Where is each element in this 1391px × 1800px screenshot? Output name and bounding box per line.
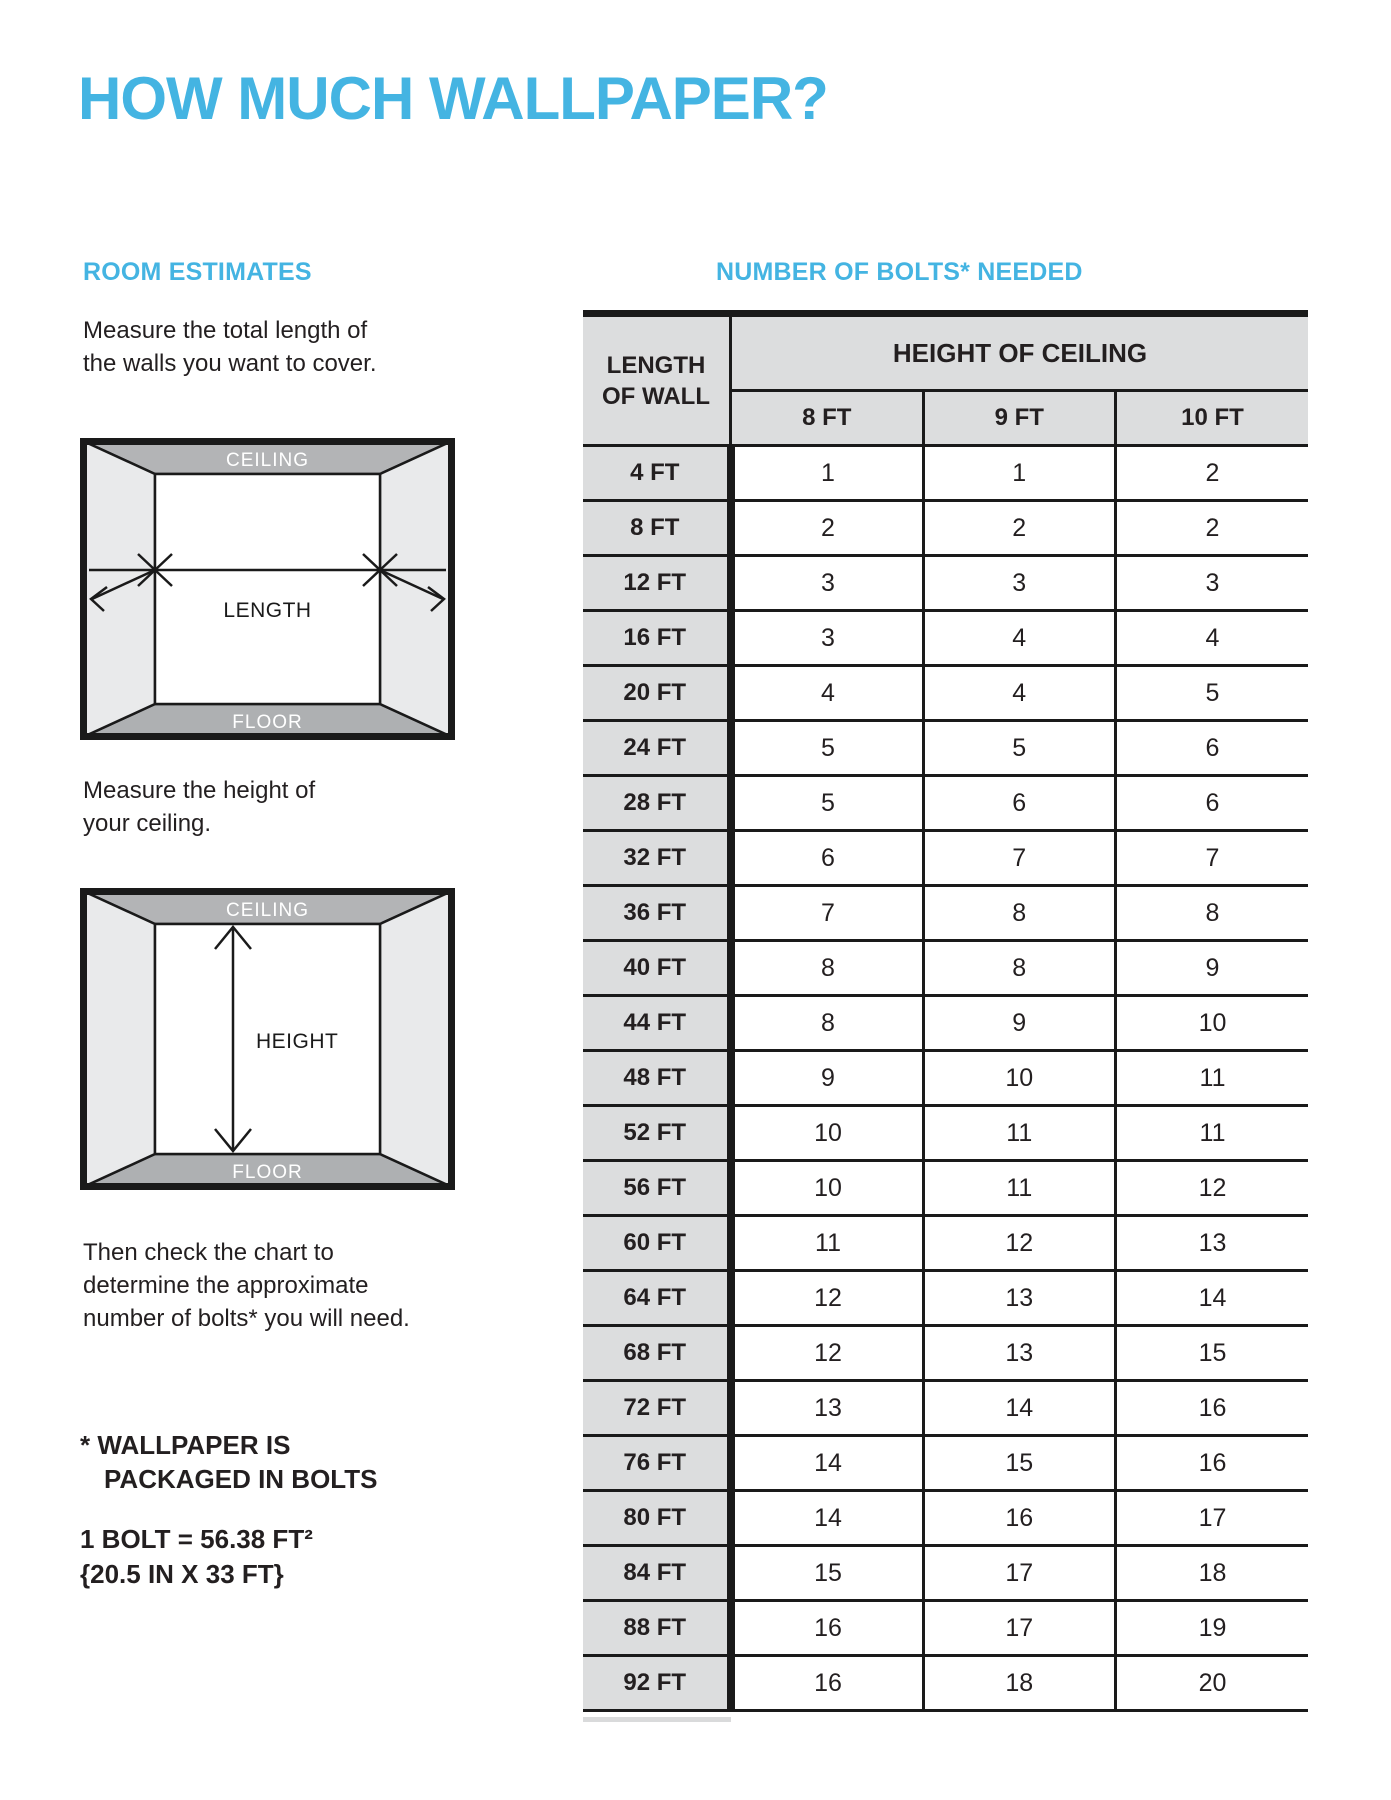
- wall-length-cell: 92 FT: [583, 1656, 731, 1711]
- bolts-value-cell: 13: [923, 1271, 1116, 1326]
- table-row: [583, 1051, 1308, 1106]
- bolts-value-cell: 1: [731, 446, 924, 501]
- table-row: [583, 1326, 1308, 1381]
- bolts-value-cell: 15: [731, 1546, 924, 1601]
- wall-length-cell: 52 FT: [583, 1106, 731, 1161]
- table-row: [583, 886, 1308, 941]
- bolts-value-cell: 12: [731, 1326, 924, 1381]
- table-row: [583, 1381, 1308, 1436]
- bolts-value-cell: 13: [731, 1381, 924, 1436]
- bolts-value-cell: 16: [731, 1656, 924, 1711]
- text-line: OF WALL: [602, 382, 710, 410]
- table-row: [583, 1656, 1308, 1711]
- instruction-step-height: [83, 774, 315, 840]
- left-wall-face: [83, 441, 155, 737]
- height-of-ceiling-header: HEIGHT OF CEILING: [731, 314, 1309, 391]
- bolts-table-container: [583, 310, 1308, 1712]
- bolts-value-cell: 11: [923, 1106, 1116, 1161]
- bolts-value-cell: 15: [1116, 1326, 1309, 1381]
- bolts-value-cell: 6: [1116, 776, 1309, 831]
- instruction-step-length: [83, 314, 376, 380]
- bolts-value-cell: 13: [1116, 1216, 1309, 1271]
- wall-length-cell: 32 FT: [583, 831, 731, 886]
- wall-length-cell: 56 FT: [583, 1161, 731, 1216]
- text-line: the walls you want to cover.: [83, 350, 377, 377]
- bolts-value-cell: 1: [923, 446, 1116, 501]
- text-line: 1 BOLT = 56.38 FT²: [80, 1524, 313, 1554]
- bolts-value-cell: 7: [923, 831, 1116, 886]
- bolts-value-cell: 11: [731, 1216, 924, 1271]
- bolts-value-cell: 12: [923, 1216, 1116, 1271]
- right-wall-face: [380, 891, 452, 1187]
- wall-length-cell: 44 FT: [583, 996, 731, 1051]
- wall-length-cell: 36 FT: [583, 886, 731, 941]
- bolts-value-cell: 17: [1116, 1491, 1309, 1546]
- bolts-value-cell: 19: [1116, 1601, 1309, 1656]
- wall-length-cell: 12 FT: [583, 556, 731, 611]
- room-estimates-heading: ROOM ESTIMATES: [83, 258, 312, 286]
- bolts-value-cell: 2: [1116, 501, 1309, 556]
- table-row: [583, 1436, 1308, 1491]
- bolts-value-cell: 7: [1116, 831, 1309, 886]
- table-bottom-shadow: [583, 1717, 731, 1722]
- length-of-wall-header: [583, 314, 731, 446]
- wall-length-cell: 28 FT: [583, 776, 731, 831]
- wall-length-cell: 76 FT: [583, 1436, 731, 1491]
- text-line: {20.5 IN X 33 FT}: [80, 1559, 284, 1589]
- bolts-value-cell: 8: [923, 941, 1116, 996]
- bolts-value-cell: 14: [731, 1436, 924, 1491]
- floor-label: FLOOR: [232, 712, 303, 733]
- ceiling-9ft-header: 9 FT: [923, 391, 1116, 446]
- bolts-value-cell: 10: [923, 1051, 1116, 1106]
- bolts-value-cell: 16: [923, 1491, 1116, 1546]
- text-line: LENGTH: [606, 351, 706, 379]
- bolts-value-cell: 9: [923, 996, 1116, 1051]
- room-length-diagram: [80, 438, 455, 740]
- text-line: Measure the total length of: [83, 317, 368, 344]
- table-row: [583, 611, 1308, 666]
- ceiling-label: CEILING: [225, 900, 310, 921]
- bolt-size-info: [80, 1522, 313, 1592]
- bolts-value-cell: 10: [1116, 996, 1309, 1051]
- right-wall-face: [380, 441, 452, 737]
- bolts-value-cell: 4: [923, 666, 1116, 721]
- bolts-value-cell: 2: [923, 501, 1116, 556]
- bolts-value-cell: 4: [731, 666, 924, 721]
- bolts-value-cell: 11: [1116, 1051, 1309, 1106]
- table-row: [583, 501, 1308, 556]
- wall-length-cell: 8 FT: [583, 501, 731, 556]
- bolts-value-cell: 2: [731, 501, 924, 556]
- left-wall-face: [83, 891, 155, 1187]
- table-row: [583, 1106, 1308, 1161]
- text-line: Then check the chart to: [83, 1239, 334, 1266]
- bolts-value-cell: 17: [923, 1546, 1116, 1601]
- bolts-value-cell: 2: [1116, 446, 1309, 501]
- table-row: [583, 996, 1308, 1051]
- table-row: [583, 776, 1308, 831]
- text-line: number of bolts* you will need.: [83, 1305, 410, 1332]
- height-label: HEIGHT: [256, 1030, 339, 1053]
- ceiling-label: CEILING: [225, 450, 310, 471]
- wall-length-cell: 64 FT: [583, 1271, 731, 1326]
- bolts-value-cell: 8: [923, 886, 1116, 941]
- instruction-step-chart: [83, 1236, 410, 1335]
- text-line: Measure the height of: [83, 777, 316, 804]
- bolts-value-cell: 12: [731, 1271, 924, 1326]
- bolts-value-cell: 3: [731, 611, 924, 666]
- bolts-value-cell: 10: [731, 1106, 924, 1161]
- bolts-value-cell: 6: [731, 831, 924, 886]
- bolts-needed-heading: NUMBER OF BOLTS* NEEDED: [716, 258, 1083, 286]
- table-row: [583, 1601, 1308, 1656]
- room-height-diagram: [80, 888, 455, 1190]
- bolts-value-cell: 9: [731, 1051, 924, 1106]
- wall-length-cell: 48 FT: [583, 1051, 731, 1106]
- wall-length-cell: 88 FT: [583, 1601, 731, 1656]
- bolts-value-cell: 4: [1116, 611, 1309, 666]
- table-row: [583, 446, 1308, 501]
- bolts-value-cell: 8: [731, 941, 924, 996]
- text-line: * WALLPAPER IS: [80, 1430, 291, 1460]
- bolts-value-cell: 16: [1116, 1381, 1309, 1436]
- bolts-value-cell: 14: [1116, 1271, 1309, 1326]
- bolts-value-cell: 9: [1116, 941, 1309, 996]
- table-row: [583, 1546, 1308, 1601]
- table-row: [583, 1271, 1308, 1326]
- wall-length-cell: 72 FT: [583, 1381, 731, 1436]
- bolts-value-cell: 5: [731, 721, 924, 776]
- table-row: [583, 1216, 1308, 1271]
- table-row: [583, 941, 1308, 996]
- bolts-value-cell: 11: [1116, 1106, 1309, 1161]
- bolts-value-cell: 15: [923, 1436, 1116, 1491]
- bolts-value-cell: 3: [1116, 556, 1309, 611]
- ceiling-8ft-header: 8 FT: [731, 391, 924, 446]
- wall-length-cell: 84 FT: [583, 1546, 731, 1601]
- wall-length-cell: 40 FT: [583, 941, 731, 996]
- length-label: LENGTH: [223, 599, 312, 622]
- bolts-value-cell: 18: [923, 1656, 1116, 1711]
- ceiling-10ft-header: 10 FT: [1116, 391, 1309, 446]
- table-row: [583, 1161, 1308, 1216]
- bolts-value-cell: 10: [731, 1161, 924, 1216]
- bolts-value-cell: 5: [923, 721, 1116, 776]
- text-line: your ceiling.: [83, 810, 212, 837]
- wall-length-cell: 80 FT: [583, 1491, 731, 1546]
- bolts-value-cell: 14: [731, 1491, 924, 1546]
- bolts-value-cell: 7: [731, 886, 924, 941]
- table-row: [583, 666, 1308, 721]
- table-row: [583, 721, 1308, 776]
- wall-length-cell: 16 FT: [583, 611, 731, 666]
- bolts-value-cell: 3: [923, 556, 1116, 611]
- wallpaper-bolts-footnote: [80, 1428, 377, 1496]
- back-wall-face: [155, 474, 380, 704]
- bolts-value-cell: 17: [923, 1601, 1116, 1656]
- bolts-value-cell: 8: [731, 996, 924, 1051]
- bolts-value-cell: 16: [731, 1601, 924, 1656]
- bolts-value-cell: 5: [1116, 666, 1309, 721]
- bolts-value-cell: 12: [1116, 1161, 1309, 1216]
- bolts-value-cell: 18: [1116, 1546, 1309, 1601]
- bolts-value-cell: 11: [923, 1161, 1116, 1216]
- table-row: [583, 831, 1308, 886]
- bolts-table: [583, 310, 1308, 1712]
- page-title: HOW MUCH WALLPAPER?: [78, 65, 828, 132]
- bolts-value-cell: 6: [1116, 721, 1309, 776]
- bolts-value-cell: 14: [923, 1381, 1116, 1436]
- bolts-value-cell: 20: [1116, 1656, 1309, 1711]
- bolts-value-cell: 6: [923, 776, 1116, 831]
- bolts-value-cell: 16: [1116, 1436, 1309, 1491]
- wall-length-cell: 60 FT: [583, 1216, 731, 1271]
- bolts-value-cell: 13: [923, 1326, 1116, 1381]
- bolts-value-cell: 8: [1116, 886, 1309, 941]
- wall-length-cell: 24 FT: [583, 721, 731, 776]
- table-row: [583, 1491, 1308, 1546]
- table-row: [583, 556, 1308, 611]
- bolts-value-cell: 5: [731, 776, 924, 831]
- bolts-value-cell: 3: [731, 556, 924, 611]
- bolts-value-cell: 4: [923, 611, 1116, 666]
- floor-label: FLOOR: [232, 1162, 303, 1183]
- text-line: PACKAGED IN BOLTS: [104, 1464, 378, 1494]
- wall-length-cell: 68 FT: [583, 1326, 731, 1381]
- wall-length-cell: 20 FT: [583, 666, 731, 721]
- text-line: determine the approximate: [83, 1272, 369, 1299]
- wall-length-cell: 4 FT: [583, 446, 731, 501]
